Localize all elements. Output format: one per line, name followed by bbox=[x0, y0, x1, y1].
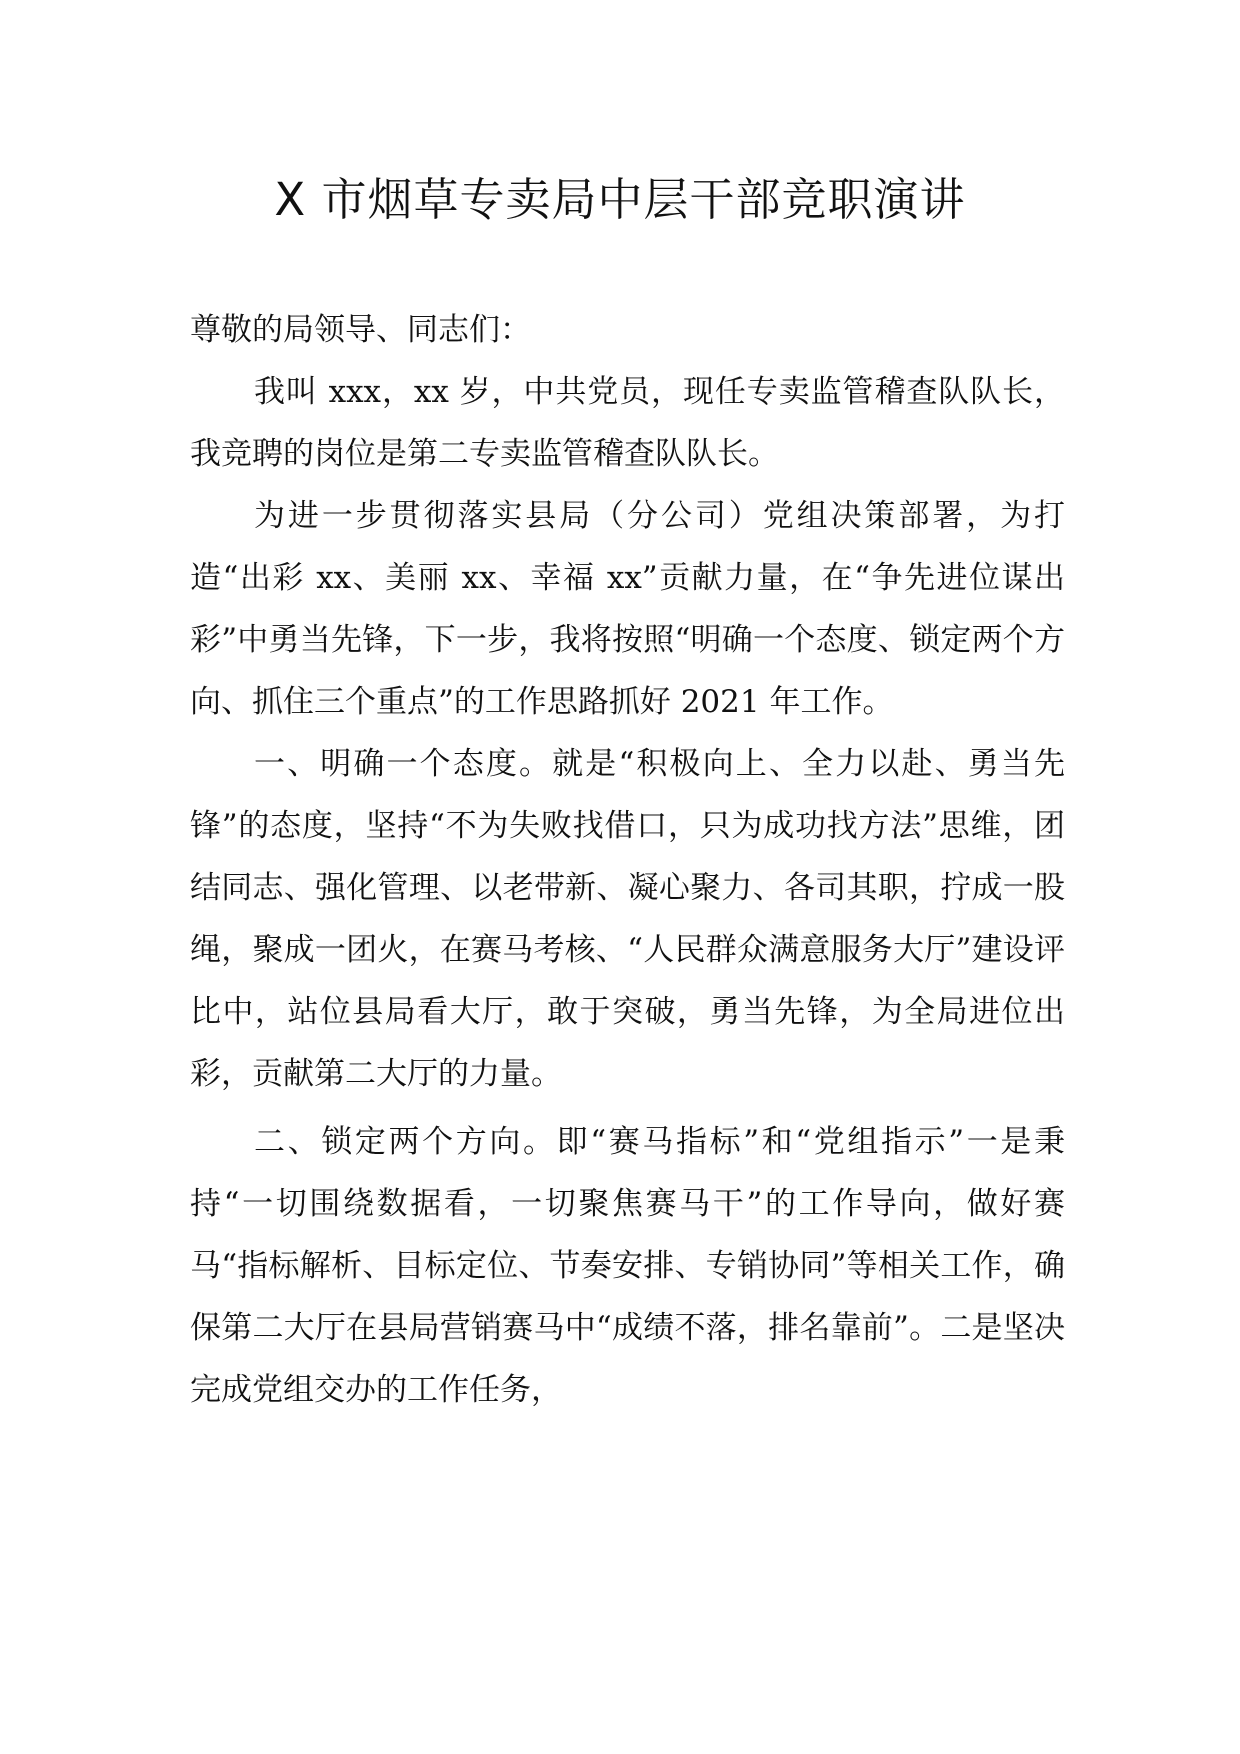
document-title: X 市烟草专卖局中层干部竞职演讲 bbox=[274, 173, 966, 226]
paragraph-3: 一、明确一个态度。就是“积极向上、全力以赴、勇当先锋”的态度，坚持“不为失败找借口，只为成功找方法”思维，团结同志、强化管理、以老带新、凝心聚力、各司其职，拧成一股绳，聚成一团火，在赛马考核、“人民群众满意服务大厅”建设评比中，站位县局看大厅，敢于突破，勇当先锋，为全局进位出彩，贡献第二大厅的力量。 bbox=[190, 746, 1065, 1092]
paragraph-1: 我叫 xxx，xx 岁，中共党员，现任专卖监管稽查队队长，我竞聘的岗位是第二专卖监管稽查队队长。 bbox=[190, 374, 1065, 472]
salutation: 尊敬的局领导、同志们： bbox=[190, 312, 531, 348]
paragraph-2: 为进一步贯彻落实县局（分公司）党组决策部署，为打造“出彩 xx、美丽 xx、幸福 xx”贡献力量，在“争先进位谋出彩”中勇当先锋，下一步，我将按照“明确一个态度、锁定两个方向、抓住三个重点”的工作思路抓好 2021 年工作。 bbox=[190, 498, 1065, 720]
paragraph-4: 二、锁定两个方向。即“赛马指标”和“党组指示”一是秉持“一切围绕数据看，一切聚焦赛马干”的工作导向，做好赛马“指标解析、目标定位、节奏安排、专销协同”等相关工作，确保第二大厅在县局营销赛马中“成绩不落，排名靠前”。二是坚决完成党组交办的工作任务， bbox=[190, 1124, 1065, 1408]
document-body bbox=[190, 299, 1065, 1421]
